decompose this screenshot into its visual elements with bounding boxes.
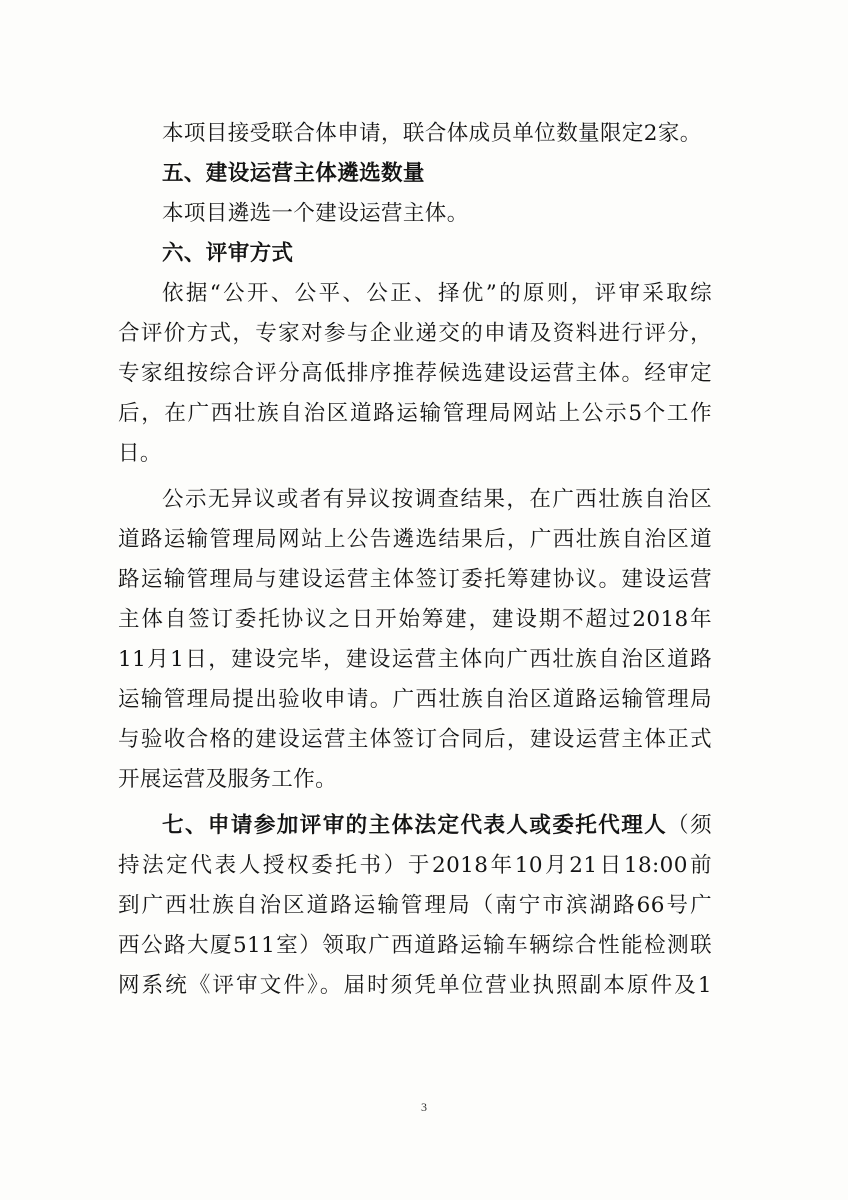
paragraph-line: 网系统《评审文件》。届时须凭单位营业执照副本原件及1	[118, 973, 712, 998]
section-7-heading: 七、申请参加评审的主体法定代表人或委托代理人	[162, 813, 668, 838]
paragraph-line: 持法定代表人授权委托书）于2018年10月21日18:00前	[118, 853, 712, 878]
paragraph-line: 道路运输管理局网站上公告遴选结果后，广西壮族自治区道	[118, 527, 712, 552]
paragraph-line: 日。	[118, 441, 162, 466]
paragraph-line: 路运输管理局与建设运营主体签订委托筹建协议。建设运营	[118, 567, 712, 592]
paragraph-line: 后，在广西壮族自治区道路运输管理局网站上公示5个工作	[118, 401, 712, 426]
paragraph-line: 公示无异议或者有异议按调查结果，在广西壮族自治区	[162, 487, 712, 512]
section-7-heading-continuation: （须	[667, 813, 712, 838]
paragraph-line: 11月1日，建设完毕，建设运营主体向广西壮族自治区道路	[118, 647, 712, 672]
paragraph-line: 开展运营及服务工作。	[118, 767, 338, 792]
consortium-paragraph: 本项目接受联合体申请，联合体成员单位数量限定2家。	[162, 121, 702, 146]
paragraph-line: 专家组按综合评分高低排序推荐候选建设运营主体。经审定	[118, 361, 712, 386]
section-7-heading-line	[118, 806, 712, 846]
paragraph-line: 运输管理局提出验收申请。广西壮族自治区道路运输管理局	[118, 687, 712, 712]
review-method-paragraph	[118, 274, 712, 474]
paragraph-line: 合评价方式，专家对参与企业递交的申请及资料进行评分，	[118, 321, 712, 346]
selection-count-paragraph: 本项目遴选一个建设运营主体。	[162, 201, 469, 226]
publicity-paragraph	[118, 480, 712, 800]
application-paragraph	[118, 806, 712, 1006]
paragraph-line: 主体自签订委托协议之日开始筹建，建设期不超过2018年	[118, 607, 712, 632]
section-5-heading: 五、建设运营主体遴选数量	[162, 161, 425, 186]
paragraph-line: 与验收合格的建设运营主体签订合同后，建设运营主体正式	[118, 727, 712, 752]
paragraph-line: 西公路大厦511室）领取广西道路运输车辆综合性能检测联	[118, 933, 712, 958]
paragraph-line: 到广西壮族自治区道路运输管理局（南宁市滨湖路66号广	[118, 893, 712, 918]
section-6-heading: 六、评审方式	[162, 241, 294, 266]
document-body	[118, 114, 712, 1006]
page-number: 3	[421, 1100, 427, 1114]
paragraph-line: 依据“公开、公平、公正、择优”的原则，评审采取综	[162, 281, 712, 306]
